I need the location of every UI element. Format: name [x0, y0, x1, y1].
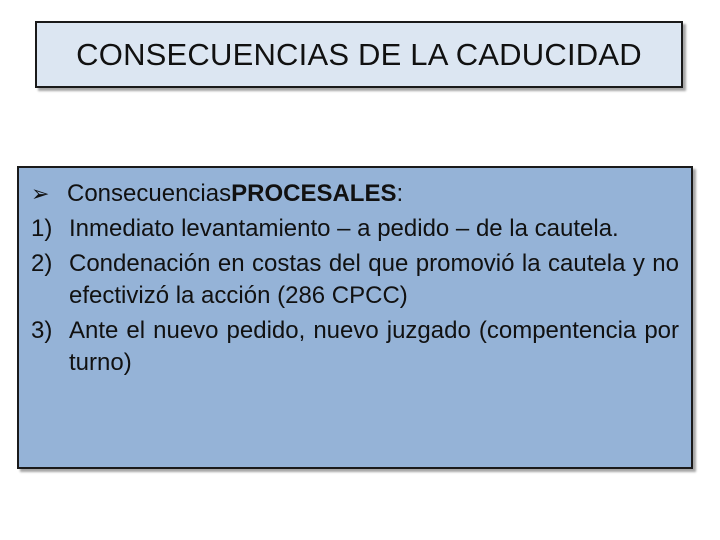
list-item-number: 1) [31, 215, 53, 242]
section-heading [31, 178, 679, 210]
arrow-bullet-icon: ➢ [31, 181, 50, 206]
list-item [31, 315, 679, 379]
heading-prefix: Consecuencias [67, 180, 232, 207]
list-item-text: Condenación en costas del que promovió la cautela y no efectivizó la acción (286 CPCC) [69, 250, 679, 309]
title-box [35, 21, 683, 88]
list-item [31, 248, 679, 312]
list-item-text: Inmediato levantamiento – a pedido – de la cautela. [69, 215, 619, 242]
list-item-number: 2) [31, 250, 53, 277]
list-item-number: 3) [31, 317, 53, 344]
list-item-text: Ante el nuevo pedido, nuevo juzgado (compentencia por turno) [69, 317, 679, 376]
heading-suffix: : [396, 180, 404, 207]
heading-bold: PROCESALES [231, 180, 397, 207]
list-item [31, 213, 679, 245]
slide-title: CONSECUENCIAS DE LA CADUCIDAD [76, 36, 642, 72]
content-box [17, 166, 693, 469]
